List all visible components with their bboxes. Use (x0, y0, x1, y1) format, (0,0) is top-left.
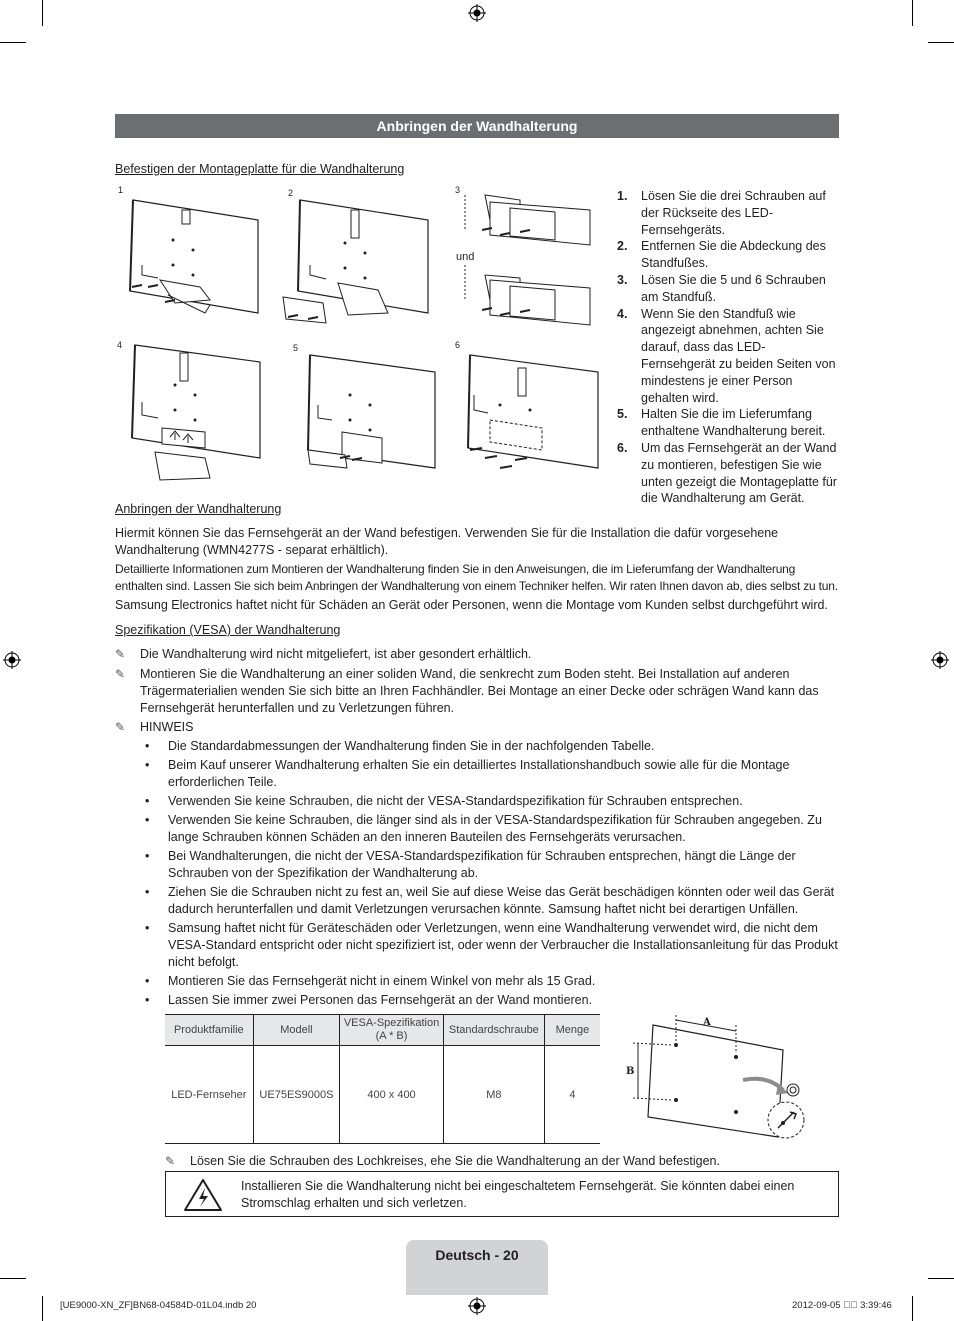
list-item (617, 238, 839, 272)
dimension-a-label: A (703, 1017, 711, 1028)
step-text: Halten Sie die im Lieferumfang enthaltene Wandhalterung bereit. (641, 407, 826, 439)
registration-mark-icon (3, 651, 21, 669)
list-item: • Verwenden Sie keine Schrauben, die nicht der VESA-Standardspezifikation für Schrauben entsprechen. (145, 794, 743, 808)
crop-mark (0, 42, 26, 43)
table-cell: UE75ES9000S (253, 1046, 340, 1144)
pencil-note-icon: ✎ (115, 720, 126, 734)
page-label: Deutsch - 20 (435, 1247, 519, 1263)
note (115, 666, 840, 717)
list-item: • Beim Kauf unserer Wandhalterung erhalten Sie ein detailliertes Installationshandbuch sowie alle für die Montage erforderlichen Teile. (141, 757, 841, 791)
crop-mark (0, 1278, 26, 1279)
step-number: 4. (617, 306, 628, 321)
column-header: Modell (253, 1015, 340, 1046)
vesa-heading: Spezifikation (VESA) der Wandhalterung (115, 623, 341, 637)
bullet-text: Ziehen Sie die Schrauben nicht zu fest an, weil Sie auf diese Weise das Gerät beschädigen könnten oder weil das Gerät dadurch herunterfallen und damit Verletzungen verursachen könnte. Samsung haftet nicht bei derartigen Unfällen. (168, 885, 835, 916)
wall-mount-paragraph: Hiermit können Sie das Fernsehgerät an der Wand befestigen. Verwenden Sie für die Installation die dafür vorgesehene Wandhalterung (WMN4277S - separat erhältlich). (115, 526, 779, 557)
figure-number: 5 (293, 343, 299, 353)
mount-plate-heading: Befestigen der Montageplatte für die Wandhalterung (115, 162, 405, 176)
figure-number: 1 (118, 185, 124, 195)
step-text: Lösen Sie die drei Schrauben auf der Rückseite des LED-Fernsehgeräts. (641, 189, 826, 237)
step-text: Wenn Sie den Standfuß wie angezeigt abnehmen, achten Sie darauf, dass das LED-Fernsehgerät zu beiden Seiten von mindestens je einer Person gehalten wird. (641, 306, 836, 405)
mount-plate-steps (617, 188, 839, 507)
step-number: 5. (617, 407, 628, 422)
registration-mark-icon (468, 1297, 486, 1315)
stand-screws-illustration (460, 190, 600, 335)
bullet-text: Lassen Sie immer zwei Personen das Fernsehgerät an der Wand montieren. (168, 993, 593, 1007)
wall-mount-heading: Anbringen der Wandhalterung (115, 502, 282, 516)
step-text: Entfernen Sie die Abdeckung des Standfußes. (641, 239, 826, 271)
list-item: • Bei Wandhalterungen, die nicht der VESA-Standardspezifikation für Schrauben entsprechen, hängt die Länge der Schrauben von der Spezifikation der Wandhalterung ab. (141, 848, 841, 882)
column-header: Produktfamilie (165, 1015, 253, 1046)
note-text: Lösen Sie die Schrauben des Lochkreises, ehe Sie die Wandhalterung an der Wand befestigen. (190, 1154, 720, 1168)
column-header: Menge (544, 1015, 600, 1046)
step-number: 6. (617, 440, 628, 455)
step-text: Um das Fernsehgerät an der Wand zu montieren, befestigen Sie wie unten gezeigt die Montageplatte für die Wandhalterung am Gerät. (641, 440, 837, 506)
und-label: und (456, 251, 475, 263)
wall-mount-paragraph: Detaillierte Informationen zum Montieren der Wandhalterung finden Sie in den Anweisungen, die im Lieferumfang der Wandhalterung enthalten sind. Lassen Sie sich beim Anbringen der Wandhalterung von einem Techniker helfen. Wir raten Ihnen davon ab, dies selbst zu tun. (115, 562, 838, 593)
figure-number: 3 (455, 185, 461, 195)
bullet-text: Verwenden Sie keine Schrauben, die länger sind als in der VESA-Standardspezifikation für Schrauben angegeben. Zu lange Schrauben können Schäden an den inneren Bauteilen des Fernsehgeräts verursachen. (168, 813, 822, 844)
warning-text: Installieren Sie die Wandhalterung nicht bei eingeschaltetem Fernsehgerät. Sie könnten dabei einen Stromschlag erhalten und sich verletzen. (241, 1179, 795, 1210)
list-item (617, 306, 839, 407)
list-item: • Samsung haftet nicht für Geräteschäden oder Verletzungen, wenn eine Wandhalterung verwendet wird, die nicht dem VESA-Standard entspricht oder nicht spezifiziert ist, oder wenn der Verbraucher die Installationsanleitung für das Produkt nicht befolgt. (141, 920, 841, 971)
stand-removal-illustration (120, 340, 270, 490)
warning-box (165, 1171, 839, 1217)
registration-mark-icon (468, 4, 486, 22)
dimension-b-label: B (626, 1066, 635, 1077)
pencil-note-icon: ✎ (115, 647, 126, 661)
note (165, 1153, 720, 1170)
pencil-note-icon: ✎ (115, 667, 126, 681)
table-cell: LED-Fernseher (165, 1046, 253, 1144)
note-text: Montieren Sie die Wandhalterung an einer soliden Wand, die senkrecht zum Boden steht. Bei Installation auf anderen Trägermaterialien wenden Sie sich bitte an Ihren Fachhändler. Bei Montage an einer Decke oder schrägen Wand kann das Fernsehgerät herunterfallen und zu Verletzungen führen. (140, 667, 819, 715)
table-header-row (165, 1015, 600, 1046)
step-number: 2. (617, 239, 628, 254)
list-item (617, 406, 839, 440)
bullet-text: Samsung haftet nicht für Geräteschäden oder Verletzungen, wenn eine Wandhalterung verwendet wird, die nicht dem VESA-Standard entspricht oder nicht spezifiziert ist, oder wenn der Verbraucher die Installationsanleitung für das Produkt nicht befolgt. (168, 921, 838, 969)
step-number: 1. (617, 189, 628, 203)
vesa-dimensions-diagram (618, 1005, 818, 1150)
wall-mount-paragraph: Samsung Electronics haftet nicht für Schäden an Gerät oder Personen, wenn die Montage vom Kunden selbst durchgeführt wird. (115, 598, 828, 612)
column-header: Standardschraube (443, 1015, 544, 1046)
figure-number: 2 (288, 188, 294, 198)
step-number: 3. (617, 272, 628, 287)
bullet-text: Verwenden Sie keine Schrauben, die nicht der VESA-Standardspezifikation für Schrauben entsprechen. (168, 794, 743, 808)
note (115, 646, 840, 663)
list-item (617, 440, 839, 507)
list-item (617, 272, 839, 306)
pencil-note-icon: ✎ (165, 1154, 176, 1168)
table-cell: 400 x 400 (340, 1046, 444, 1144)
column-header: VESA-Spezifikation (A * B) (340, 1015, 444, 1046)
step-text: Lösen Sie die 5 und 6 Schrauben am Standfuß. (641, 272, 826, 304)
bullet-text: Die Standardabmessungen der Wandhalterung finden Sie in der nachfolgenden Tabelle. (168, 739, 655, 753)
bullet-text: Montieren Sie das Fernsehgerät nicht in einem Winkel von mehr als 15 Grad. (168, 974, 596, 988)
bullet-text: Beim Kauf unserer Wandhalterung erhalten Sie ein detailliertes Installationshandbuch sowie alle für die Montage erforderlichen Teile. (168, 758, 790, 789)
tv-back-screws-illustration (120, 195, 270, 320)
list-item (617, 188, 839, 238)
list-item: • Verwenden Sie keine Schrauben, die länger sind als in der VESA-Standardspezifikation für Schrauben angegeben. Zu lange Schrauben können Schäden an den inneren Bauteilen des Fernsehgeräts verursachen. (141, 812, 841, 846)
hinweis-label: HINWEIS (140, 720, 194, 734)
crop-mark (42, 0, 43, 26)
section-title: Anbringen der Wandhalterung (115, 114, 839, 138)
note-text: Die Wandhalterung wird nicht mitgeliefert, ist aber gesondert erhältlich. (140, 647, 532, 661)
note (115, 719, 193, 736)
electric-shock-warning-icon (183, 1178, 223, 1212)
table-cell: M8 (443, 1046, 544, 1144)
footer-file-info: [UE9000-XN_ZF]BN68-04584D-01L04.indb 20 (60, 1300, 257, 1311)
crop-mark (912, 1296, 913, 1321)
crop-mark (928, 42, 954, 43)
list-item: • Die Standardabmessungen der Wandhalterung finden Sie in der nachfolgenden Tabelle. (145, 739, 655, 753)
page-number-tab (406, 1240, 548, 1295)
wall-mount-plate-illustration (460, 350, 605, 485)
registration-mark-icon (931, 651, 949, 669)
list-item: • Ziehen Sie die Schrauben nicht zu fest an, weil Sie auf diese Weise das Gerät beschädigen könnten oder weil das Gerät dadurch herunterfallen und damit Verletzungen verursachen könnte. Samsung haftet nicht bei derartigen Unfällen. (141, 884, 841, 918)
table-row (165, 1046, 600, 1144)
crop-mark (912, 0, 913, 26)
bullet-text: Bei Wandhalterungen, die nicht der VESA-Standardspezifikation für Schrauben entsprechen, hängt die Länge der Schrauben von der Spezifikation der Wandhalterung ab. (168, 849, 796, 880)
footer-timestamp: 2012-09-05 ￿￿ 3:39:46 (792, 1300, 892, 1311)
figure-number: 6 (455, 340, 461, 350)
table-cell: 4 (544, 1046, 600, 1144)
list-item: • Montieren Sie das Fernsehgerät nicht in einem Winkel von mehr als 15 Grad. (145, 974, 596, 988)
vesa-table (165, 1014, 600, 1144)
crop-mark (42, 1296, 43, 1321)
list-item: • Lassen Sie immer zwei Personen das Fernsehgerät an der Wand montieren. (145, 993, 593, 1007)
tv-without-stand-illustration (300, 350, 450, 480)
crop-mark (928, 1278, 954, 1279)
figure-number: 4 (117, 340, 123, 350)
stand-cover-removal-illustration (278, 195, 436, 325)
hinweis-list (141, 738, 841, 1011)
